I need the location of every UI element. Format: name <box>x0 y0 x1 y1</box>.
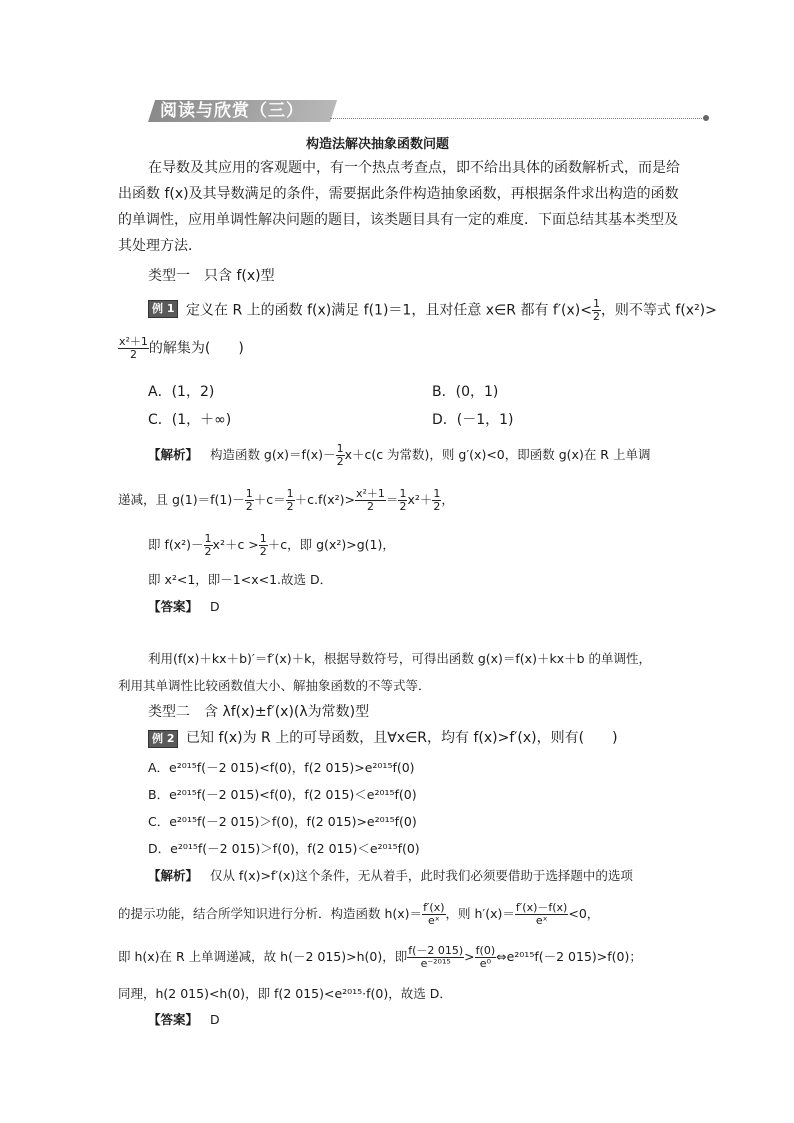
example1-option-a: A．(1，2) <box>148 384 215 400</box>
solution1-answer: 【答案】 D <box>148 599 220 614</box>
solution2-line-4: 同理，h(2 015)<h(0)，即 f(2 015)<e²⁰¹⁵·f(0)，故选 D． <box>118 986 452 1001</box>
example1-stem <box>186 298 717 323</box>
example1-option-d: D．(－1，1) <box>432 412 514 428</box>
example1-stem-a: 定义在 R 上的函数 f(x)满足 f(1)＝1，且对任意 x∈R 都有 f′(x)< <box>186 302 592 319</box>
solution1-line-2: 递减，且 g(1)＝f(1)－ $\frac{1}{2}$ ＋c＝ $\frac{1}{2}$ ＋c.f(x²)> $\frac{\text{x²＋1}}{2}$ ＝ $\frac{1}{2}$ x²＋ $\frac{1}{2}$ ， <box>118 487 454 513</box>
header-rule-dot <box>703 115 709 121</box>
note-line-1: 利用(f(x)＋kx＋b)′＝f′(x)＋k，根据导数符号，可得出函数 g(x)＝f(x)＋kx＋b 的单调性， <box>148 651 651 666</box>
example1-frac2: $\frac{\text{x²＋1}}{2}$ <box>119 335 148 361</box>
example2-stem: 已知 f(x)为 R 上的可导函数，且∀x∈R，均有 f(x)>f′(x)，则有( ) <box>186 730 618 746</box>
header-rule <box>330 118 704 119</box>
example2-option-d: D．e²⁰¹⁵f(－2 015)＞f(0)，f(2 015)＜e²⁰¹⁵f(0) <box>148 841 420 856</box>
note-line-2: 利用其单调性比较函数值大小、解抽象函数的不等式等． <box>118 678 431 693</box>
type2-heading: 类型二 含 λf(x)±f′(x)(λ为常数)型 <box>148 704 370 720</box>
example2-option-b: B．e²⁰¹⁵f(－2 015)<f(0)，f(2 015)＜e²⁰¹⁵f(0) <box>148 787 417 802</box>
example1-option-b: B．(0，1) <box>432 384 499 400</box>
intro-line-2: 出函数 f(x)及其导数满足的条件，需要据此条件构造抽象函数，再根据条件求出构造的函数 <box>118 186 679 202</box>
solution1-line-3: 即 f(x²)－ $\frac{1}{2}$ x²＋c > $\frac{1}{2}$ ＋c，即 g(x²)>g(1)， <box>148 532 395 558</box>
intro-line-3: 的单调性，应用单调性解决问题的题目，该类题目具有一定的难度．下面总结其基本类型及 <box>118 212 678 228</box>
solution2-answer: 【答案】 D <box>148 1012 220 1027</box>
type1-heading: 类型一 只含 f(x)型 <box>148 268 275 284</box>
page-subtitle: 构造法解决抽象函数问题 <box>306 137 450 152</box>
example1-option-c: C．(1，＋∞) <box>148 412 232 428</box>
solution2-line-3: 即 h(x)在 R 上单调递减，故 h(－2 015)>h(0)，即 $\frac{f(-2 015)}{\text{e⁻²⁰¹⁵}}$ > $\frac{f(0)}{\text{e⁰}}$ ⇔e²⁰¹⁵f(－2 015)>f(0)； <box>118 944 642 970</box>
solution1-line-1: 【解析】 构造函数 g(x)＝f(x)－ $\frac{1}{2}$ x＋c(c 为常数)，则 g′(x)<0，即函数 g(x)在 R 上单调 <box>148 442 651 468</box>
example1-stem-c: 的解集为( ) <box>148 340 244 357</box>
example2-option-c: C．e²⁰¹⁵f(－2 015)＞f(0)，f(2 015)>e²⁰¹⁵f(0) <box>148 814 417 829</box>
example1-badge: 例 1 <box>148 300 178 318</box>
example1-stem-cont <box>118 336 244 361</box>
example2-badge: 例 2 <box>148 730 178 748</box>
example1-stem-b: ，则不等式 f(x²)> <box>600 302 717 319</box>
solution2-line-2: 的提示功能，结合所学知识进行分析．构造函数 h(x)＝ $\frac{f'(x)}{\text{eˣ}}$ ，则 h′(x)＝ $\frac{f'(x)-f(x)}{\text{eˣ}}$ <0， <box>118 901 600 927</box>
solution2-label: 【解析】 <box>148 868 199 883</box>
intro-line-1: 在导数及其应用的客观题中，有一个热点考查点，即不给出具体的函数解析式，而是给 <box>148 160 680 176</box>
example1-frac1: $\frac{1}{2}$ <box>592 297 600 323</box>
solution1-line-4: 即 x²<1，即－1<x<1.故选 D． <box>148 572 333 587</box>
intro-line-4: 其处理方法． <box>118 238 202 254</box>
example2-option-a: A．e²⁰¹⁵f(－2 015)<f(0)，f(2 015)>e²⁰¹⁵f(0) <box>148 760 415 775</box>
solution1-label: 【解析】 <box>148 447 199 462</box>
solution2-line-1: 【解析】 仅从 f(x)>f′(x)这个条件，无从着手，此时我们必须要借助于选择题中的选项 <box>148 868 633 883</box>
section-header-title: 阅读与欣赏（三） <box>160 101 304 121</box>
